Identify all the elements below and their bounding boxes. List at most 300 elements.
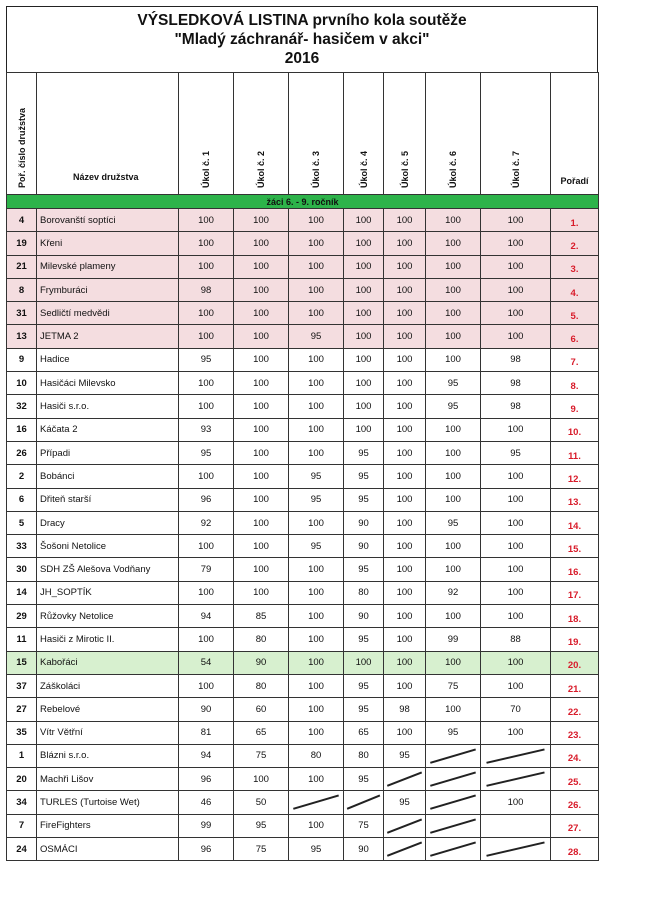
task-7-score: 100	[481, 511, 551, 534]
task-4-score: 95	[344, 488, 384, 511]
team-number: 34	[7, 791, 37, 814]
rank: 3.	[551, 255, 599, 278]
team-number: 37	[7, 674, 37, 697]
task-5-score: 100	[384, 558, 426, 581]
task-5-not-completed-mark	[384, 768, 426, 791]
table-row	[7, 372, 599, 395]
team-number: 16	[7, 418, 37, 441]
team-number: 11	[7, 628, 37, 651]
table-row	[7, 418, 599, 441]
task-6-not-completed-mark	[426, 814, 481, 837]
table-row	[7, 535, 599, 558]
team-name: FireFighters	[37, 814, 179, 837]
task-2-score: 80	[234, 628, 289, 651]
task-2-score: 100	[234, 302, 289, 325]
header-team-number: Poř. číslo družstva	[7, 73, 37, 195]
team-number: 4	[7, 209, 37, 232]
task-3-score: 100	[289, 628, 344, 651]
task-2-score: 100	[234, 325, 289, 348]
task-5-not-completed-mark	[384, 838, 426, 861]
team-name: Blázni s.r.o.	[37, 744, 179, 767]
task-6-score: 100	[426, 232, 481, 255]
task-4-not-completed-mark	[344, 791, 384, 814]
task-4-score: 95	[344, 441, 384, 464]
header-team-name: Název družstva	[37, 73, 179, 195]
task-3-score: 100	[289, 721, 344, 744]
rank: 14.	[551, 511, 599, 534]
rank: 17.	[551, 581, 599, 604]
rank: 21.	[551, 674, 599, 697]
task-5-score: 100	[384, 232, 426, 255]
rank: 11.	[551, 441, 599, 464]
task-6-score: 100	[426, 465, 481, 488]
team-number: 35	[7, 721, 37, 744]
task-1-score: 96	[179, 488, 234, 511]
table-row	[7, 838, 599, 861]
task-1-score: 96	[179, 768, 234, 791]
task-4-score: 90	[344, 838, 384, 861]
task-4-score: 90	[344, 535, 384, 558]
task-5-score: 100	[384, 372, 426, 395]
task-1-score: 92	[179, 511, 234, 534]
task-3-score: 100	[289, 581, 344, 604]
team-name: Frymburáci	[37, 278, 179, 301]
task-4-score: 80	[344, 581, 384, 604]
task-5-score: 100	[384, 605, 426, 628]
task-2-score: 100	[234, 558, 289, 581]
task-7-score: 100	[481, 581, 551, 604]
team-name: Kabořáci	[37, 651, 179, 674]
team-number: 21	[7, 255, 37, 278]
header-task-6: Úkol č. 6	[426, 73, 481, 195]
task-6-score: 95	[426, 395, 481, 418]
task-3-score: 100	[289, 372, 344, 395]
table-row	[7, 651, 599, 674]
rank: 9.	[551, 395, 599, 418]
rank: 23.	[551, 721, 599, 744]
table-row	[7, 628, 599, 651]
task-6-not-completed-mark	[426, 838, 481, 861]
team-name: Machři Lišov	[37, 768, 179, 791]
table-row	[7, 278, 599, 301]
table-row	[7, 791, 599, 814]
table-row	[7, 744, 599, 767]
task-2-score: 100	[234, 768, 289, 791]
task-1-score: 100	[179, 465, 234, 488]
task-7-score: 100	[481, 605, 551, 628]
team-name: Hadice	[37, 348, 179, 371]
task-5-score: 100	[384, 581, 426, 604]
task-4-score: 95	[344, 674, 384, 697]
task-3-score: 100	[289, 768, 344, 791]
header-task-4: Úkol č. 4	[344, 73, 384, 195]
task-3-score: 100	[289, 232, 344, 255]
header-task-7: Úkol č. 7	[481, 73, 551, 195]
header-task-2: Úkol č. 2	[234, 73, 289, 195]
task-6-not-completed-mark	[426, 744, 481, 767]
task-3-score: 95	[289, 838, 344, 861]
task-3-score: 100	[289, 255, 344, 278]
rank: 5.	[551, 302, 599, 325]
team-name: Šošoni Netolice	[37, 535, 179, 558]
rank: 6.	[551, 325, 599, 348]
task-2-score: 65	[234, 721, 289, 744]
task-7-not-completed-mark	[481, 838, 551, 861]
task-1-score: 96	[179, 838, 234, 861]
task-5-score: 100	[384, 511, 426, 534]
task-7-score: 100	[481, 721, 551, 744]
task-1-score: 95	[179, 348, 234, 371]
task-6-score: 100	[426, 698, 481, 721]
table-row	[7, 814, 599, 837]
team-number: 29	[7, 605, 37, 628]
title-line-1: VÝSLEDKOVÁ LISTINA prvního kola soutěže	[137, 12, 467, 29]
team-name: Křeni	[37, 232, 179, 255]
section-label: žáci 6. - 9. ročník	[7, 195, 599, 209]
task-3-score: 100	[289, 278, 344, 301]
team-number: 19	[7, 232, 37, 255]
task-7-score: 98	[481, 348, 551, 371]
team-number: 20	[7, 768, 37, 791]
rank: 10.	[551, 418, 599, 441]
table-row	[7, 581, 599, 604]
task-4-score: 100	[344, 278, 384, 301]
task-2-score: 100	[234, 395, 289, 418]
task-7-score: 100	[481, 255, 551, 278]
task-1-score: 100	[179, 535, 234, 558]
task-5-score: 100	[384, 255, 426, 278]
task-7-score: 100	[481, 209, 551, 232]
task-2-score: 95	[234, 814, 289, 837]
table-row	[7, 232, 599, 255]
task-1-score: 100	[179, 325, 234, 348]
task-1-score: 100	[179, 372, 234, 395]
task-6-score: 99	[426, 628, 481, 651]
team-number: 5	[7, 511, 37, 534]
task-3-score: 100	[289, 698, 344, 721]
task-6-score: 100	[426, 488, 481, 511]
task-2-score: 100	[234, 581, 289, 604]
task-1-score: 94	[179, 605, 234, 628]
task-1-score: 100	[179, 628, 234, 651]
rank: 22.	[551, 698, 599, 721]
task-4-score: 95	[344, 768, 384, 791]
task-2-score: 75	[234, 744, 289, 767]
team-number: 14	[7, 581, 37, 604]
task-3-score: 100	[289, 395, 344, 418]
task-4-score: 65	[344, 721, 384, 744]
team-number: 13	[7, 325, 37, 348]
task-1-score: 81	[179, 721, 234, 744]
results-sheet	[6, 6, 598, 861]
team-name: Hasiči z Mirotic II.	[37, 628, 179, 651]
rank: 27.	[551, 814, 599, 837]
header-rank: Pořadí	[551, 73, 599, 195]
task-1-score: 100	[179, 395, 234, 418]
task-2-score: 90	[234, 651, 289, 674]
task-7-score: 100	[481, 791, 551, 814]
team-name: Dřiteň starší	[37, 488, 179, 511]
task-7-not-completed-mark	[481, 744, 551, 767]
team-name: Sedličtí medvědi	[37, 302, 179, 325]
table-row	[7, 302, 599, 325]
task-6-score: 95	[426, 372, 481, 395]
task-7-score: 100	[481, 488, 551, 511]
task-4-score: 90	[344, 605, 384, 628]
table-row	[7, 348, 599, 371]
task-6-score: 95	[426, 511, 481, 534]
task-6-score: 100	[426, 558, 481, 581]
title-block	[6, 6, 598, 72]
table-row	[7, 209, 599, 232]
task-6-score: 100	[426, 348, 481, 371]
team-number: 31	[7, 302, 37, 325]
task-6-score: 100	[426, 209, 481, 232]
rank: 8.	[551, 372, 599, 395]
task-2-score: 100	[234, 348, 289, 371]
title-line-2: "Mladý záchranář- hasičem v akci"	[174, 31, 430, 48]
task-4-score: 90	[344, 511, 384, 534]
task-3-score: 100	[289, 674, 344, 697]
table-row	[7, 558, 599, 581]
task-6-score: 100	[426, 302, 481, 325]
task-4-score: 100	[344, 302, 384, 325]
task-1-score: 100	[179, 232, 234, 255]
task-3-score: 95	[289, 465, 344, 488]
task-3-score: 100	[289, 511, 344, 534]
task-4-score: 100	[344, 418, 384, 441]
rank: 15.	[551, 535, 599, 558]
section-row	[7, 195, 599, 209]
team-number: 9	[7, 348, 37, 371]
task-2-score: 100	[234, 441, 289, 464]
rank: 1.	[551, 209, 599, 232]
task-2-score: 100	[234, 488, 289, 511]
task-1-score: 46	[179, 791, 234, 814]
task-5-score: 100	[384, 628, 426, 651]
task-3-score: 100	[289, 441, 344, 464]
task-1-score: 79	[179, 558, 234, 581]
task-1-score: 54	[179, 651, 234, 674]
team-number: 27	[7, 698, 37, 721]
task-5-score: 100	[384, 535, 426, 558]
team-number: 1	[7, 744, 37, 767]
task-7-score: 100	[481, 278, 551, 301]
task-6-score: 100	[426, 325, 481, 348]
task-1-score: 100	[179, 581, 234, 604]
rank: 16.	[551, 558, 599, 581]
team-name: OSMÁCI	[37, 838, 179, 861]
task-7-score: 98	[481, 395, 551, 418]
task-3-score: 100	[289, 605, 344, 628]
task-5-score: 100	[384, 395, 426, 418]
table-row	[7, 605, 599, 628]
task-4-score: 100	[344, 372, 384, 395]
task-6-score: 100	[426, 535, 481, 558]
team-name: Rebelové	[37, 698, 179, 721]
task-3-score: 100	[289, 814, 344, 837]
table-row	[7, 395, 599, 418]
task-6-not-completed-mark	[426, 768, 481, 791]
task-5-score: 100	[384, 721, 426, 744]
rank: 2.	[551, 232, 599, 255]
task-5-score: 100	[384, 209, 426, 232]
team-number: 2	[7, 465, 37, 488]
task-7-not-completed-mark	[481, 768, 551, 791]
team-number: 24	[7, 838, 37, 861]
task-1-score: 93	[179, 418, 234, 441]
table-row	[7, 255, 599, 278]
team-name: TURLES (Turtoise Wet)	[37, 791, 179, 814]
task-5-score: 100	[384, 465, 426, 488]
team-name: Bobánci	[37, 465, 179, 488]
task-1-score: 94	[179, 744, 234, 767]
rank: 26.	[551, 791, 599, 814]
task-6-score: 100	[426, 441, 481, 464]
task-4-score: 100	[344, 651, 384, 674]
task-3-score: 100	[289, 651, 344, 674]
rank: 20.	[551, 651, 599, 674]
task-4-score: 75	[344, 814, 384, 837]
task-5-score: 100	[384, 302, 426, 325]
task-7-score: 100	[481, 465, 551, 488]
task-2-score: 100	[234, 535, 289, 558]
task-4-score: 100	[344, 395, 384, 418]
team-number: 26	[7, 441, 37, 464]
task-2-score: 100	[234, 372, 289, 395]
team-name: JETMA 2	[37, 325, 179, 348]
task-6-not-completed-mark	[426, 791, 481, 814]
task-5-score: 100	[384, 674, 426, 697]
task-5-score: 100	[384, 488, 426, 511]
rank: 28.	[551, 838, 599, 861]
table-row	[7, 465, 599, 488]
task-7-score: 100	[481, 325, 551, 348]
table-row	[7, 441, 599, 464]
task-3-score: 95	[289, 325, 344, 348]
task-1-score: 90	[179, 698, 234, 721]
task-6-score: 92	[426, 581, 481, 604]
team-name: Milevské plameny	[37, 255, 179, 278]
task-3-score: 100	[289, 209, 344, 232]
table-row	[7, 768, 599, 791]
task-3-score: 95	[289, 535, 344, 558]
task-1-score: 100	[179, 255, 234, 278]
task-7-score: 100	[481, 651, 551, 674]
team-number: 8	[7, 278, 37, 301]
rank: 13.	[551, 488, 599, 511]
task-7-score: 95	[481, 441, 551, 464]
task-1-score: 99	[179, 814, 234, 837]
task-4-score: 100	[344, 348, 384, 371]
table-row	[7, 511, 599, 534]
task-3-score: 80	[289, 744, 344, 767]
task-6-score: 100	[426, 278, 481, 301]
task-2-score: 100	[234, 255, 289, 278]
task-4-score: 100	[344, 325, 384, 348]
task-7-score: 100	[481, 418, 551, 441]
table-row	[7, 674, 599, 697]
title-line-3: 2016	[284, 50, 320, 67]
task-3-not-completed-mark	[289, 791, 344, 814]
team-name: Hasiči s.r.o.	[37, 395, 179, 418]
task-2-score: 100	[234, 511, 289, 534]
team-name: JH_SOPTÍK	[37, 581, 179, 604]
task-2-score: 100	[234, 232, 289, 255]
task-6-score: 100	[426, 255, 481, 278]
team-name: Záškoláci	[37, 674, 179, 697]
task-2-score: 50	[234, 791, 289, 814]
task-5-score: 95	[384, 744, 426, 767]
task-4-score: 100	[344, 232, 384, 255]
team-number: 15	[7, 651, 37, 674]
task-7-score	[481, 814, 551, 837]
task-2-score: 80	[234, 674, 289, 697]
task-1-score: 100	[179, 209, 234, 232]
task-3-score: 100	[289, 302, 344, 325]
header-task-5: Úkol č. 5	[384, 73, 426, 195]
task-1-score: 100	[179, 302, 234, 325]
team-name: Případi	[37, 441, 179, 464]
team-name: Borovanští soptíci	[37, 209, 179, 232]
task-2-score: 75	[234, 838, 289, 861]
team-number: 10	[7, 372, 37, 395]
team-number: 33	[7, 535, 37, 558]
task-5-score: 100	[384, 441, 426, 464]
task-4-score: 100	[344, 209, 384, 232]
task-4-score: 95	[344, 558, 384, 581]
task-2-score: 100	[234, 209, 289, 232]
rank: 18.	[551, 605, 599, 628]
task-6-score: 100	[426, 418, 481, 441]
task-4-score: 95	[344, 698, 384, 721]
team-name: Růžovky Netolice	[37, 605, 179, 628]
task-2-score: 60	[234, 698, 289, 721]
task-3-score: 100	[289, 558, 344, 581]
task-4-score: 95	[344, 628, 384, 651]
task-5-score: 100	[384, 325, 426, 348]
task-1-score: 95	[179, 441, 234, 464]
task-3-score: 100	[289, 348, 344, 371]
task-5-score: 100	[384, 418, 426, 441]
header-row	[7, 73, 599, 195]
task-3-score: 95	[289, 488, 344, 511]
task-4-score: 100	[344, 255, 384, 278]
task-2-score: 100	[234, 278, 289, 301]
table-row	[7, 721, 599, 744]
rank: 19.	[551, 628, 599, 651]
task-5-score: 100	[384, 278, 426, 301]
team-name: SDH ZŠ Alešova Vodňany	[37, 558, 179, 581]
rank: 25.	[551, 768, 599, 791]
task-7-score: 70	[481, 698, 551, 721]
task-6-score: 100	[426, 651, 481, 674]
rank: 24.	[551, 744, 599, 767]
task-6-score: 100	[426, 605, 481, 628]
task-3-score: 100	[289, 418, 344, 441]
task-7-score: 100	[481, 558, 551, 581]
task-5-not-completed-mark	[384, 814, 426, 837]
task-4-score: 80	[344, 744, 384, 767]
task-2-score: 100	[234, 465, 289, 488]
rank: 7.	[551, 348, 599, 371]
task-6-score: 95	[426, 721, 481, 744]
task-1-score: 98	[179, 278, 234, 301]
task-2-score: 85	[234, 605, 289, 628]
task-5-score: 98	[384, 698, 426, 721]
team-number: 30	[7, 558, 37, 581]
header-task-1: Úkol č. 1	[179, 73, 234, 195]
